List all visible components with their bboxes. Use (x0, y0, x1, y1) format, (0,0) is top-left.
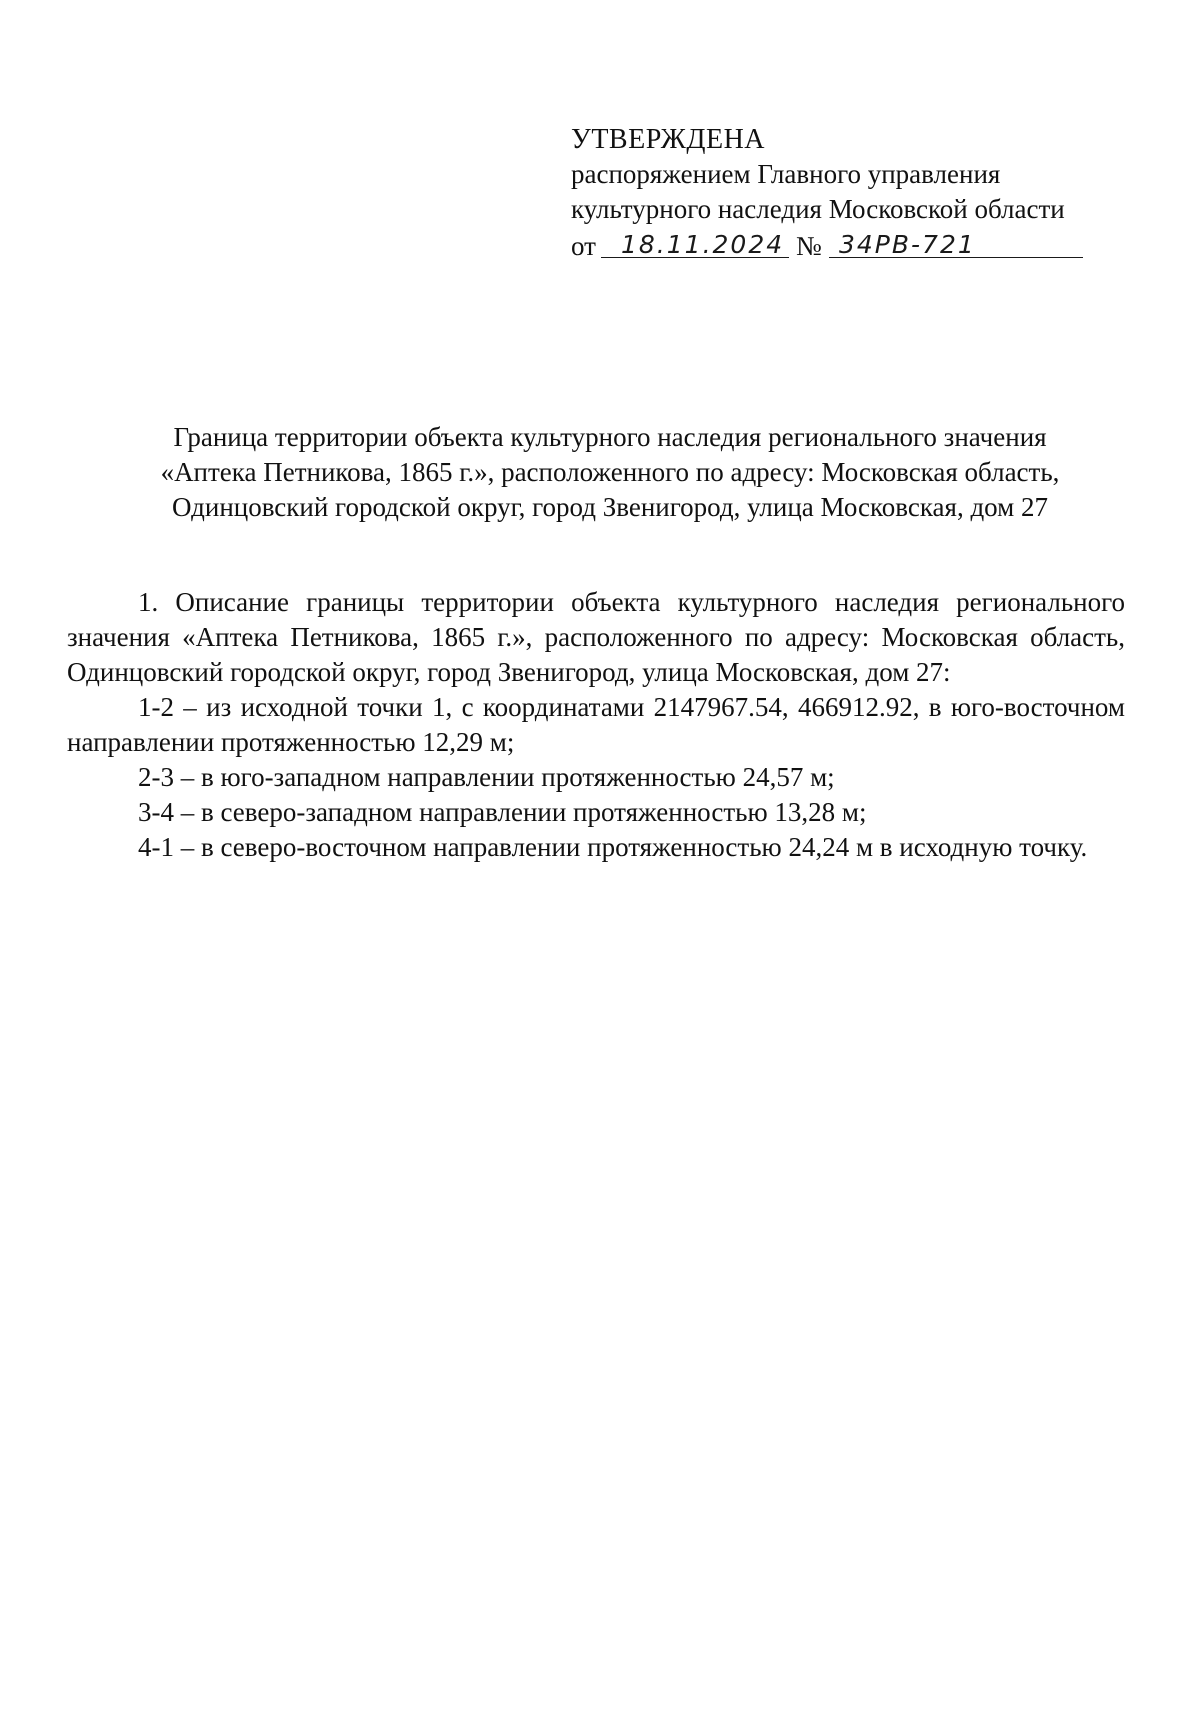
approval-line-1: распоряжением Главного управления (571, 159, 1001, 189)
segment-1-2: 1-2 – из исходной точки 1, с координатами 2147967.54, 466912.92, в юго-восточном направлении протяженностью 12,29 м; (67, 692, 1125, 757)
date-prefix: от (571, 231, 596, 261)
handwritten-date (621, 227, 791, 261)
segment-4-1: 4-1 – в северо-восточном направлении протяженностью 24,24 м в исходную точку. (138, 832, 1088, 862)
boundary-description (67, 585, 1125, 865)
approval-block (571, 122, 1131, 265)
approval-heading: УТВЕРЖДЕНА (571, 124, 766, 155)
description-intro: 1. Описание границы территории объекта культурного наследия регионального значения «Аптека Петникова, 1865 г.», расположенного по адресу: Московская область, Одинцовский городской округ, город Звенигород, улица Московская, дом 27: (67, 587, 1125, 687)
title-line-2: «Аптека Петникова, 1865 г.», расположенного по адресу: Московская область, (160, 457, 1060, 487)
title-line-3: Одинцовский городской округ, город Звенигород, улица Московская, дом 27 (171, 492, 1049, 522)
segment-2-3: 2-3 – в юго-западном направлении протяженностью 24,57 м; (138, 762, 835, 792)
title-line-1: Граница территории объекта культурного наследия регионального значения (173, 422, 1047, 452)
handwritten-number-text: 34РВ-721 (839, 230, 976, 259)
document-title (90, 420, 1130, 525)
approval-date-number-row (571, 227, 1131, 265)
segment-3-4: 3-4 – в северо-западном направлении протяженностью 13,28 м; (138, 797, 867, 827)
number-prefix: № (796, 231, 822, 261)
handwritten-number (839, 227, 1019, 261)
approval-line-2: культурного наследия Московской области (571, 194, 1065, 224)
handwritten-date-text: 18.11.2024 (621, 230, 785, 259)
